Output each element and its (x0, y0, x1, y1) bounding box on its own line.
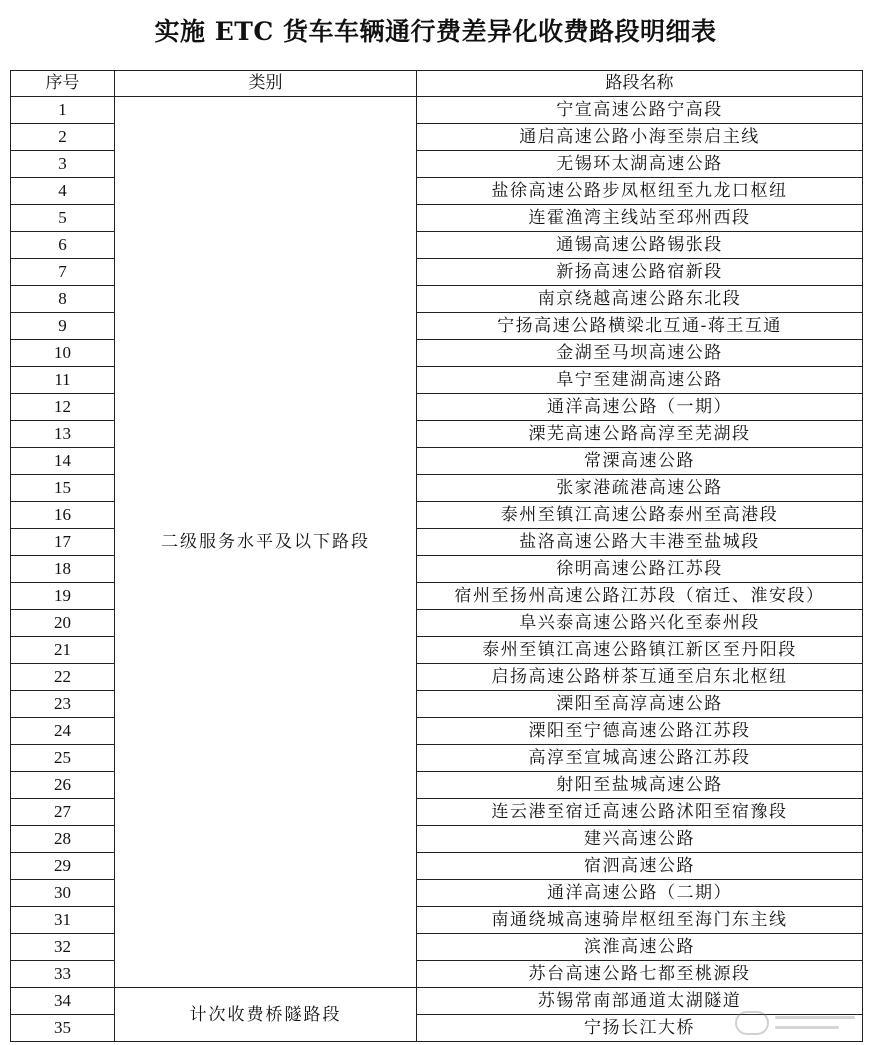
seq-cell: 15 (11, 475, 115, 502)
road-name-cell: 射阳至盐城高速公路 (417, 772, 863, 799)
header-road: 路段名称 (417, 71, 863, 97)
seq-cell: 2 (11, 124, 115, 151)
seq-cell: 27 (11, 799, 115, 826)
road-name-cell: 张家港疏港高速公路 (417, 475, 863, 502)
road-name-cell: 南通绕城高速骑岸枢纽至海门东主线 (417, 907, 863, 934)
seq-cell: 3 (11, 151, 115, 178)
road-name-cell: 溧阳至高淳高速公路 (417, 691, 863, 718)
seq-cell: 4 (11, 178, 115, 205)
road-name-cell: 通启高速公路小海至崇启主线 (417, 124, 863, 151)
seq-cell: 12 (11, 394, 115, 421)
seq-cell: 17 (11, 529, 115, 556)
seq-cell: 34 (11, 988, 115, 1015)
seq-cell: 22 (11, 664, 115, 691)
road-name-cell: 苏台高速公路七都至桃源段 (417, 961, 863, 988)
road-name-cell: 通锡高速公路锡张段 (417, 232, 863, 259)
seq-cell: 1 (11, 97, 115, 124)
road-name-cell: 宁宣高速公路宁高段 (417, 97, 863, 124)
road-name-cell: 宁扬长江大桥 (417, 1015, 863, 1042)
road-name-cell: 苏锡常南部通道太湖隧道 (417, 988, 863, 1015)
seq-cell: 23 (11, 691, 115, 718)
seq-cell: 29 (11, 853, 115, 880)
seq-cell: 9 (11, 313, 115, 340)
road-name-cell: 连霍渔湾主线站至邳州西段 (417, 205, 863, 232)
seq-cell: 16 (11, 502, 115, 529)
road-name-cell: 盐徐高速公路步凤枢纽至九龙口枢纽 (417, 178, 863, 205)
seq-cell: 21 (11, 637, 115, 664)
road-name-cell: 盐洛高速公路大丰港至盐城段 (417, 529, 863, 556)
road-name-cell: 泰州至镇江高速公路镇江新区至丹阳段 (417, 637, 863, 664)
road-name-cell: 新扬高速公路宿新段 (417, 259, 863, 286)
seq-cell: 33 (11, 961, 115, 988)
seq-cell: 32 (11, 934, 115, 961)
seq-cell: 26 (11, 772, 115, 799)
seq-cell: 25 (11, 745, 115, 772)
road-name-cell: 徐明高速公路江苏段 (417, 556, 863, 583)
seq-cell: 5 (11, 205, 115, 232)
table-row (11, 988, 863, 1015)
road-name-cell: 溧芜高速公路高淳至芜湖段 (417, 421, 863, 448)
seq-cell: 20 (11, 610, 115, 637)
category-cell: 计次收费桥隧路段 (115, 988, 417, 1042)
road-name-cell: 通洋高速公路（一期） (417, 394, 863, 421)
road-name-cell: 金湖至马坝高速公路 (417, 340, 863, 367)
road-name-cell: 无锡环太湖高速公路 (417, 151, 863, 178)
road-name-cell: 滨淮高速公路 (417, 934, 863, 961)
seq-cell: 14 (11, 448, 115, 475)
seq-cell: 10 (11, 340, 115, 367)
road-name-cell: 宿州至扬州高速公路江苏段（宿迁、淮安段） (417, 583, 863, 610)
seq-cell: 19 (11, 583, 115, 610)
table-body (11, 97, 863, 1042)
seq-cell: 6 (11, 232, 115, 259)
road-name-cell: 宁扬高速公路横梁北互通-蒋王互通 (417, 313, 863, 340)
seq-cell: 18 (11, 556, 115, 583)
header-category: 类别 (115, 71, 417, 97)
road-name-cell: 阜兴泰高速公路兴化至泰州段 (417, 610, 863, 637)
road-name-cell: 启扬高速公路栟茶互通至启东北枢纽 (417, 664, 863, 691)
road-name-cell: 常溧高速公路 (417, 448, 863, 475)
seq-cell: 30 (11, 880, 115, 907)
seq-cell: 13 (11, 421, 115, 448)
road-name-cell: 通洋高速公路（二期） (417, 880, 863, 907)
road-name-cell: 宿泗高速公路 (417, 853, 863, 880)
seq-cell: 8 (11, 286, 115, 313)
category-cell: 二级服务水平及以下路段 (115, 97, 417, 988)
road-name-cell: 建兴高速公路 (417, 826, 863, 853)
road-name-cell: 阜宁至建湖高速公路 (417, 367, 863, 394)
seq-cell: 31 (11, 907, 115, 934)
road-name-cell: 高淳至宣城高速公路江苏段 (417, 745, 863, 772)
table-row (11, 97, 863, 124)
seq-cell: 7 (11, 259, 115, 286)
header-seq: 序号 (11, 71, 115, 97)
road-name-cell: 南京绕越高速公路东北段 (417, 286, 863, 313)
road-name-cell: 泰州至镇江高速公路泰州至高港段 (417, 502, 863, 529)
seq-cell: 11 (11, 367, 115, 394)
toll-road-table (10, 70, 863, 1042)
road-name-cell: 连云港至宿迁高速公路沭阳至宿豫段 (417, 799, 863, 826)
document-title: 实施 ETC 货车车辆通行费差异化收费路段明细表 (154, 17, 717, 46)
seq-cell: 28 (11, 826, 115, 853)
seq-cell: 35 (11, 1015, 115, 1042)
road-name-cell: 溧阳至宁德高速公路江苏段 (417, 718, 863, 745)
seq-cell: 24 (11, 718, 115, 745)
table-header-row (11, 71, 863, 97)
